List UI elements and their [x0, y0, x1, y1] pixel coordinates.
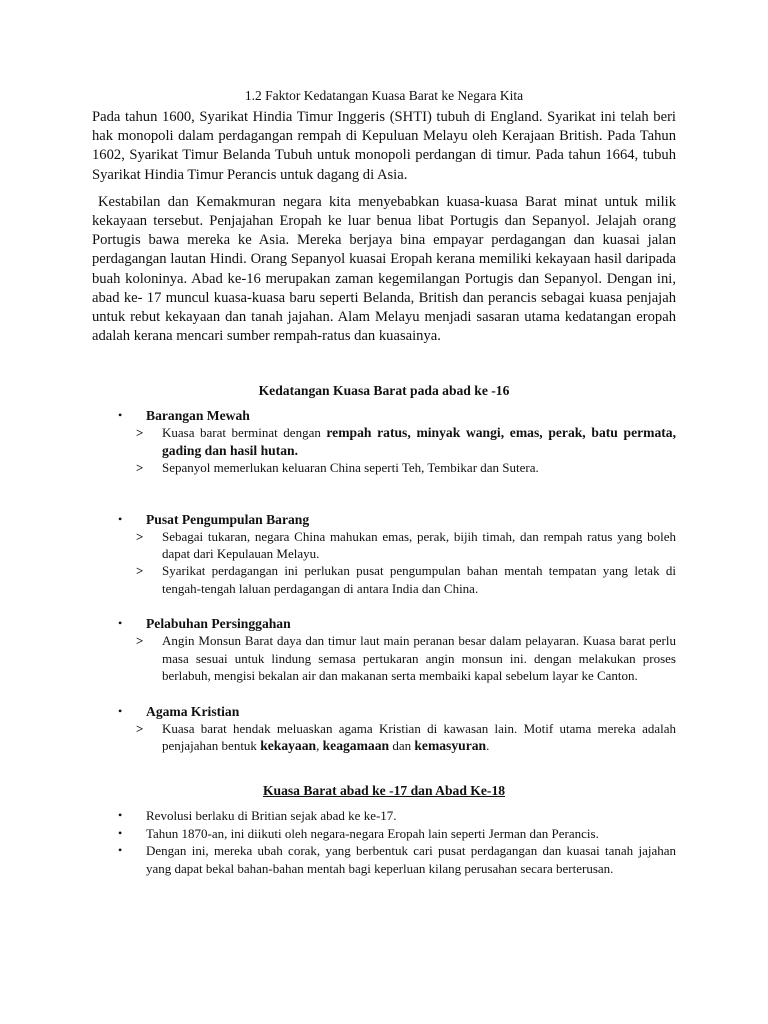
sub-item-bold-text: rempah ratus, minyak wangi, emas, perak, batu permata, gading dan hasil hutan.: [162, 425, 676, 458]
bullet-icon: •: [118, 703, 123, 718]
sub-item-text: ,: [316, 737, 323, 753]
bullet-icon: •: [118, 825, 123, 840]
list-item-text: Tahun 1870-an, ini diikuti oleh negara-negara Eropah lain seperti Jerman dan Perancis.: [146, 825, 599, 841]
bullet-item-barangan-mewah: [92, 407, 676, 476]
arrow-icon: >: [136, 425, 144, 441]
bullet-label: Barangan Mewah: [146, 408, 250, 424]
bullet-label: Pelabuhan Persinggahan: [146, 616, 291, 632]
section2-bullet-list: [92, 807, 676, 877]
sub-item: [92, 562, 676, 597]
bullet-label: Pusat Pengumpulan Barang: [146, 511, 310, 527]
sub-item: [92, 424, 676, 459]
bullet-item-agama-kristian: [92, 703, 676, 755]
bullet-label: Agama Kristian: [146, 703, 240, 719]
bullet-icon: •: [118, 511, 123, 526]
list-item: [92, 807, 676, 824]
section-heading-16th-century: Kedatangan Kuasa Barat pada abad ke -16: [258, 383, 510, 399]
bullet-icon: •: [118, 808, 123, 823]
sub-item-bold-text: keagamaan: [322, 737, 390, 753]
sub-item-text: dan: [389, 737, 415, 753]
sub-item-text: Kuasa barat berminat dengan: [162, 425, 327, 441]
arrow-icon: >: [136, 563, 144, 579]
arrow-icon: >: [136, 460, 144, 476]
list-item-text: Dengan ini, mereka ubah corak, yang berbentuk cari pusat perdagangan dan kuasai tanah jajahan yang dapat bekal bahan-bahan mentah bagi keperluan kilang perusahan secara berterusan.: [146, 843, 676, 876]
sub-item-bold-text: kemasyuran: [414, 737, 487, 753]
sub-item: [92, 632, 676, 684]
sub-item: [92, 459, 676, 476]
bullet-icon: •: [118, 616, 123, 631]
list-item: [92, 842, 676, 877]
sub-item-text: Sepanyol memerlukan keluaran China seperti Teh, Tembikar dan Sutera.: [162, 460, 539, 476]
list-item: [92, 825, 676, 842]
section-heading-17th-18th-century: Kuasa Barat abad ke -17 dan Abad Ke-18: [262, 783, 506, 799]
sub-item-text: Angin Monsun Barat daya dan timur laut main peranan besar dalam pelayaran. Kuasa barat perlu masa sesuai untuk lindung semasa pertukaran angin monsun ini. dengan melakukan proses berlabuh, mengisi bekalan air dan makanan serta membaiki kapal sebelum layar ke Canton.: [162, 633, 676, 684]
sub-item: [92, 528, 676, 563]
sub-item-bold-text: kekayaan: [260, 737, 317, 753]
bullet-icon: •: [118, 408, 123, 423]
list-item-text: Revolusi berlaku di Britian sejak abad ke ke-17.: [146, 808, 397, 824]
bullet-icon: •: [118, 843, 123, 858]
arrow-icon: >: [136, 720, 144, 736]
sub-item-text: Sebagai tukaran, negara China mahukan emas, perak, bijih timah, dan rempah ratus yang boleh dapat dari Kepulauan Melayu.: [162, 528, 676, 562]
sub-item: [92, 720, 676, 755]
bullet-item-pelabuhan-persinggahan: [92, 615, 676, 684]
bullet-item-pusat-pengumpulan: [92, 511, 676, 598]
arrow-icon: >: [136, 528, 144, 544]
document-title: 1.2 Faktor Kedatangan Kuasa Barat ke Negara Kita: [244, 88, 524, 103]
arrow-icon: >: [136, 633, 144, 649]
sub-item-text: Syarikat perdagangan ini perlukan pusat pengumpulan bahan mentah tempatan yang letak di tengah-tengah laluan perdagangan di antara India dan China.: [162, 563, 676, 596]
sub-item-text: Kuasa barat hendak meluaskan agama Kristian di kawasan lain. Motif utama mereka adalah penjajahan bentuk: [162, 720, 676, 753]
document-page: [92, 88, 676, 877]
paragraph-1: Pada tahun 1600, Syarikat Hindia Timur Inggeris (SHTI) tubuh di England. Syarikat ini telah beri hak monopoli dalam perdagangan rempah di Kepuluan Melayu oleh Kerajaan British. Pada Tahun 1602, Syarikat Timur Belanda Tubuh untuk monopoli perdangan di timur. Pada tahun 1664, tubuh Syarikat Hindia Timur Perancis untuk dagang di Asia.: [92, 109, 676, 183]
sub-item-text: .: [486, 737, 490, 753]
section1-bullet-list: [92, 407, 676, 754]
paragraph-2: Kestabilan dan Kemakmuran negara kita menyebabkan kuasa-kuasa Barat minat untuk milik kekayaan tersebut. Penjajahan Eropah ke luar benua libat Portugis dan Sepanyol. Jelajah orang Portugis bawa mereka ke Asia. Mereka berjaya bina empayar perdagangan dan kuasai jalan perdagangan lautan Hindi. Orang Sepanyol kuasai Eropah kerana memiliki kekayaan hasil daripada buah koloninya. Abad ke-16 merupakan zaman kegemilangan Portugis dan Sepanyol. Dengan ini, abad ke- 17 muncul kuasa-kuasa baru seperti Belanda, British dan perancis sebagai kuasa penjajah untuk rebut kekayaan dan tanah jajahan. Alam Melayu menjadi sasaran utama kedatangan eropah adalah kerana mencari sumber rempah-ratus dan kuasainya.: [92, 193, 676, 345]
